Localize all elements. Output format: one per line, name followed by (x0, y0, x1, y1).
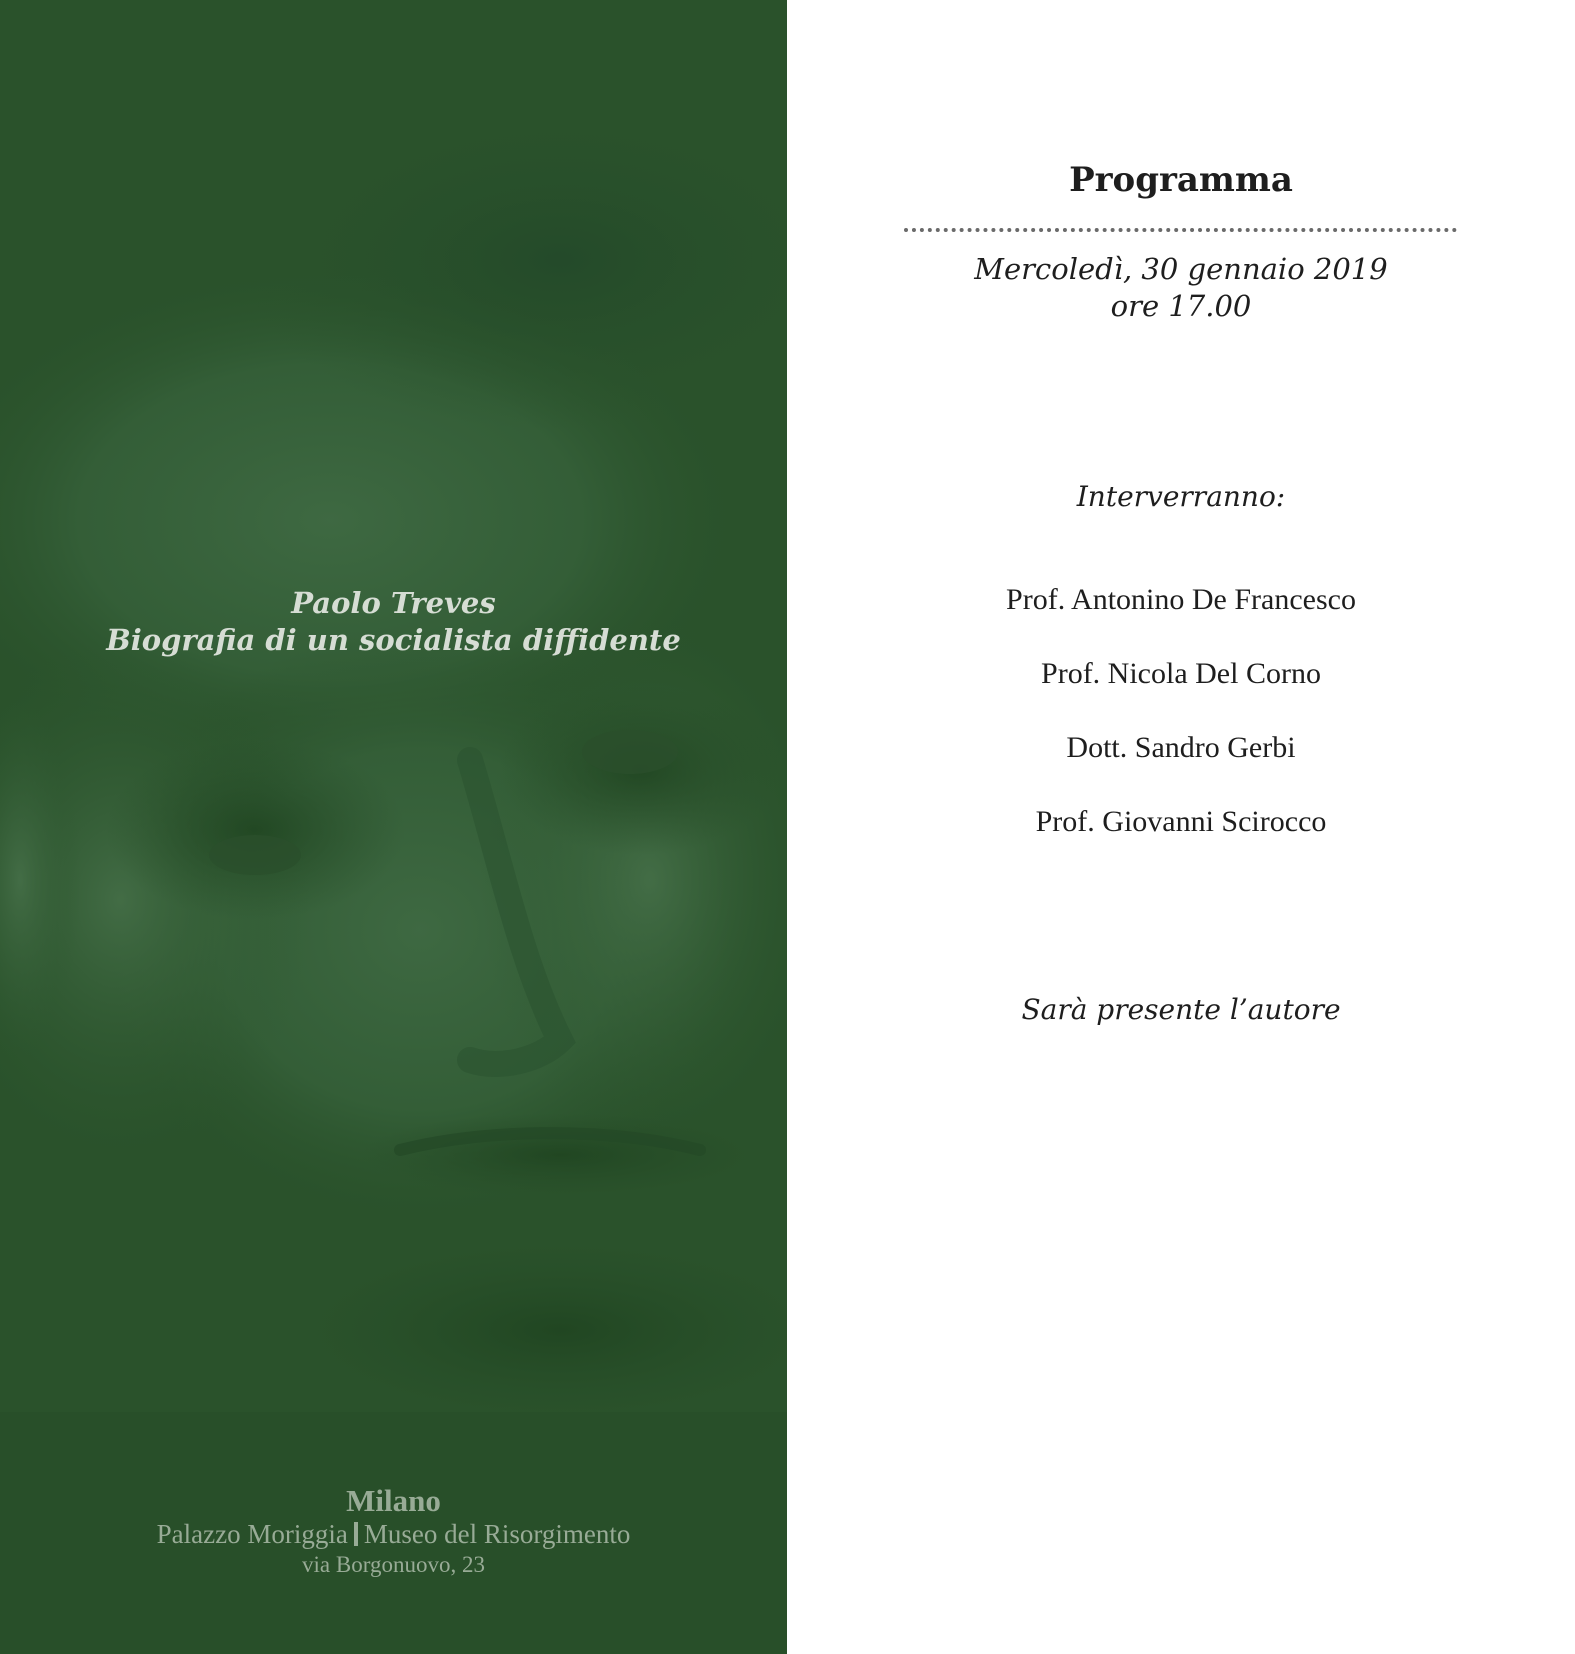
speaker-item: Prof. Nicola Del Corno (1041, 657, 1321, 690)
book-title: Paolo Treves (291, 586, 496, 620)
venue-palazzo: Palazzo Moriggia (156, 1519, 348, 1549)
speakers-label: Interverranno: (1076, 480, 1286, 513)
event-date: Mercoledì, 30 gennaio 2019 (974, 252, 1388, 286)
venue-street: via Borgonuovo, 23 (302, 1552, 485, 1577)
venue-separator (354, 1522, 358, 1546)
portrait-illustration (0, 0, 787, 1412)
program-heading: Programma (1069, 160, 1293, 200)
speaker-item: Dott. Sandro Gerbi (1066, 731, 1296, 764)
speaker-item: Prof. Antonino De Francesco (1006, 583, 1356, 616)
venue-block (0, 1484, 787, 1580)
author-note: Sarà presente l’autore (1021, 993, 1341, 1026)
venue-city: Milano (346, 1483, 441, 1518)
event-date-block (787, 251, 1575, 325)
book-title-block (0, 585, 787, 659)
book-subtitle: Biografia di un socialista diffidente (106, 623, 681, 657)
dotted-divider (904, 228, 1457, 232)
event-time: ore 17.00 (1110, 289, 1252, 323)
speakers-list (787, 580, 1575, 876)
program-panel (787, 0, 1575, 1654)
speaker-item: Prof. Giovanni Scirocco (1035, 805, 1327, 838)
venue-place (0, 1518, 787, 1550)
cover-panel (0, 0, 787, 1654)
portrait-photo (0, 0, 787, 1412)
venue-museum: Museo del Risorgimento (363, 1519, 631, 1549)
